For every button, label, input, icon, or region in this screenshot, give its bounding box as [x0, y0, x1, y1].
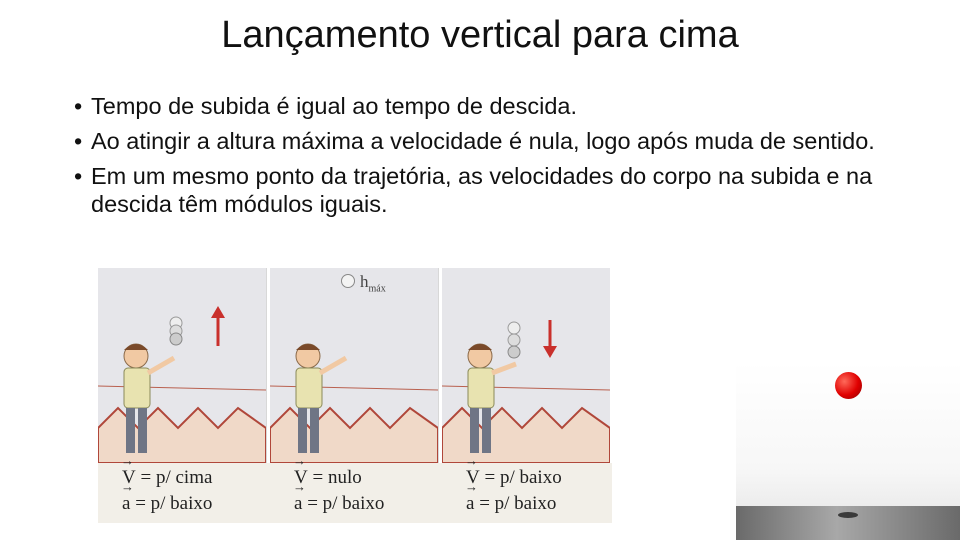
- hmax-subscript: máx: [368, 283, 386, 295]
- bullet-item: [74, 127, 904, 155]
- panel-max-height: [270, 268, 439, 463]
- bullet-text: Em um mesmo ponto da trajetória, as velocidades do corpo na subida e na descida têm módulos iguais.: [91, 163, 873, 217]
- velocity-row: [466, 467, 562, 489]
- acceleration-vector-symbol: → a: [294, 493, 302, 515]
- hmax-symbol: h: [360, 272, 369, 291]
- scene-descending: [442, 268, 610, 463]
- panel-descending: [442, 268, 610, 463]
- panel-ascending: [98, 268, 267, 463]
- bullet-marker: •: [74, 128, 83, 154]
- caption-max-height: [270, 463, 440, 523]
- acceleration-row: [122, 493, 212, 515]
- vertical-launch-illustration: [98, 268, 612, 522]
- bullet-text: Ao atingir a altura máxima a velocidade é nula, logo após muda de sentido.: [91, 128, 875, 154]
- acceleration-vector-symbol: → a: [466, 493, 474, 515]
- velocity-vector-symbol: → V: [466, 467, 480, 489]
- red-ball-icon: [835, 372, 862, 399]
- bullet-text: Tempo de subida é igual ao tempo de descida.: [91, 93, 577, 119]
- acceleration-text: = p/ baixo: [479, 493, 557, 514]
- max-height-label: [341, 272, 386, 294]
- bullet-marker: •: [74, 163, 83, 189]
- acceleration-vector-symbol: → a: [122, 493, 130, 515]
- slide-title: Lançamento vertical para cima: [221, 14, 739, 56]
- bullet-item: [74, 162, 904, 218]
- velocity-text: = nulo: [312, 467, 362, 488]
- velocity-vector-symbol: → V: [294, 467, 308, 489]
- bullet-list: [74, 92, 904, 225]
- acceleration-row: [294, 493, 384, 515]
- ball-at-max-height: [341, 274, 355, 288]
- bullet-item: [74, 92, 904, 120]
- caption-descending: [442, 463, 612, 523]
- acceleration-text: = p/ baixo: [307, 493, 385, 514]
- caption-strip: [98, 463, 612, 523]
- acceleration-row: [466, 493, 556, 515]
- acceleration-text: = p/ baixo: [135, 493, 213, 514]
- bullet-marker: •: [74, 93, 83, 119]
- velocity-text: = p/ baixo: [484, 467, 562, 488]
- caption-ascending: [98, 463, 268, 523]
- velocity-text: = p/ cima: [140, 467, 213, 488]
- ball-shadow: [838, 512, 858, 518]
- scene-ascending: [98, 268, 266, 463]
- scene-max-height: [270, 268, 438, 463]
- velocity-row: [122, 467, 212, 489]
- velocity-vector-symbol: → V: [122, 467, 136, 489]
